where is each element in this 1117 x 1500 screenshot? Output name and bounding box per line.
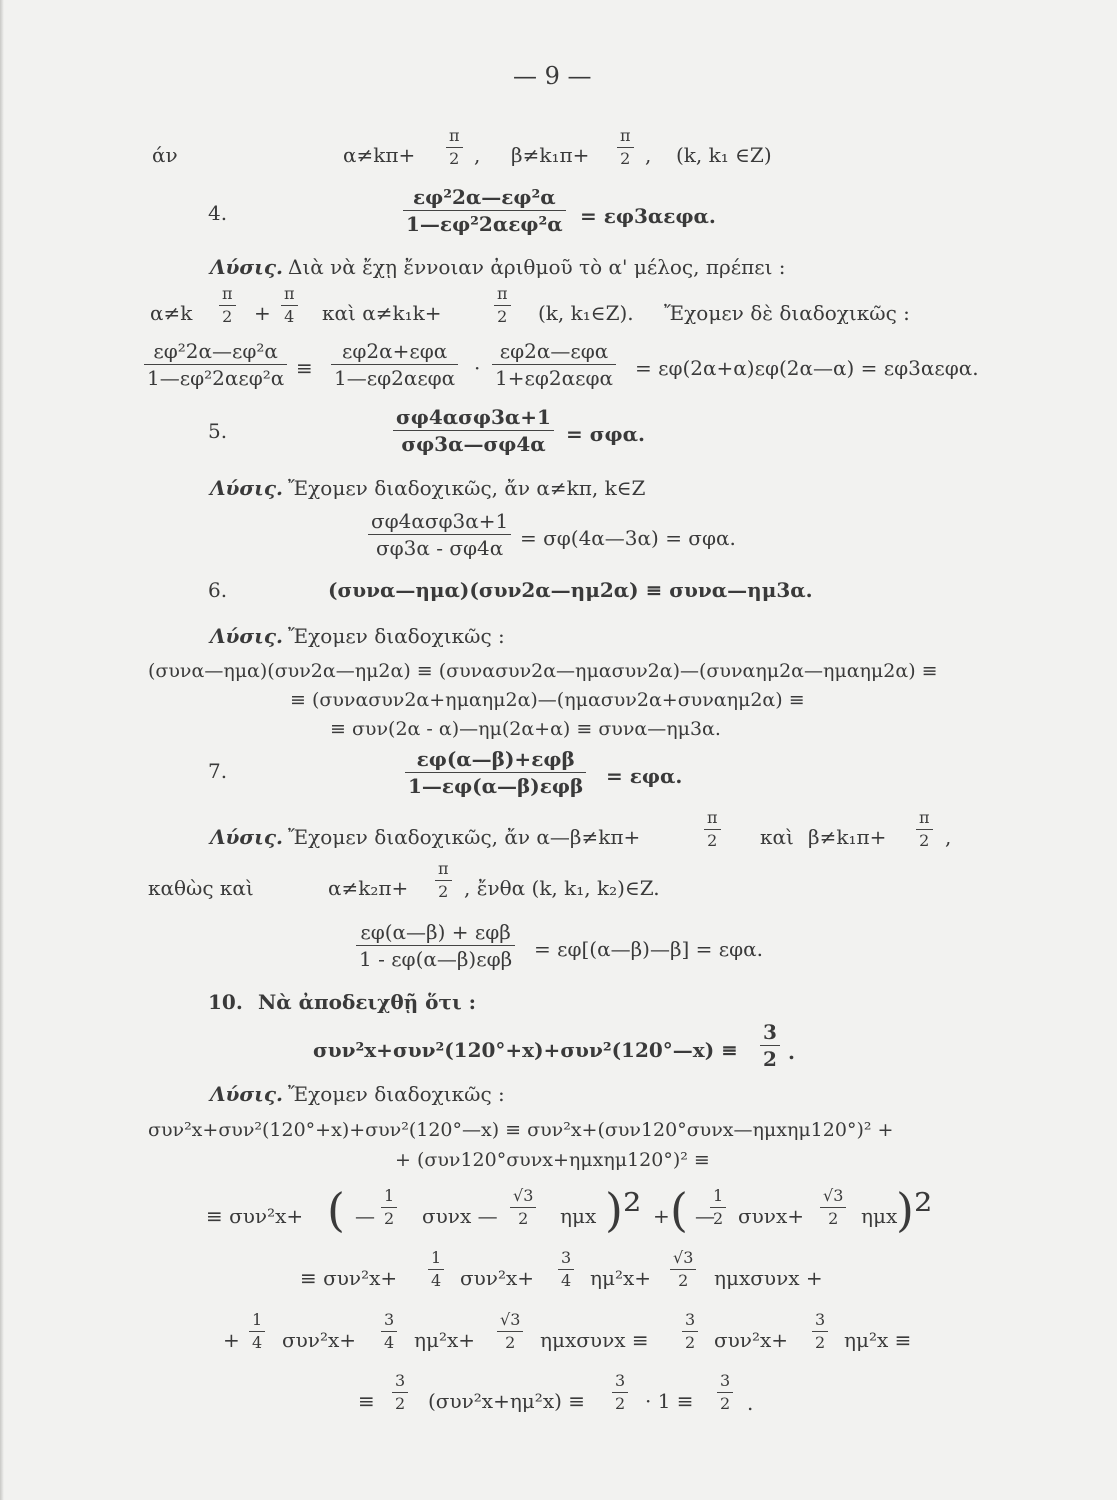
exercise-4-fraction: εφ²2α—εφ²α 1—εφ²2αεφ²α	[403, 187, 566, 234]
right-paren-squared: )²	[605, 1183, 642, 1237]
exercise-number-5: 5.	[208, 419, 228, 443]
text-hmx: ημx	[861, 1204, 898, 1228]
exercise-7-fraction: εφ(α—β)+εφβ 1—εφ(α—β)εφβ	[405, 749, 586, 796]
solution-4-intro: Διὰ νὰ ἔχῃ ἔννοιαν ἀριθμοῦ τὸ α' μέλος, πρέπει :	[288, 255, 786, 279]
text-kathos-kai: καθὼς καὶ	[148, 876, 254, 900]
condition-alpha-k1: καὶ α≠k₁k+	[322, 301, 442, 325]
solution-4-factor-1: εφ2α+εφα 1—εφ2αεφα	[331, 341, 458, 388]
minus-sign: —	[355, 1204, 375, 1228]
exercise-4-rhs: = εφ3αεφα.	[580, 204, 716, 228]
plus-sign: +	[653, 1204, 670, 1228]
exercise-number-6: 6.	[208, 578, 228, 602]
fraction-3-over-2: 3 2	[717, 1373, 733, 1412]
exercise-number-4: 4.	[208, 201, 228, 225]
solution-label: Λύσις.	[210, 624, 283, 648]
text-syn2x-hm2x: (συν²x+ημ²x) ≡	[428, 1389, 586, 1413]
fraction-sqrt3-over-2: √3 2	[497, 1312, 523, 1351]
plus-sign: +	[223, 1328, 240, 1352]
solution-5-intro: Ἔχομεν διαδοχικῶς, ἄν α≠kπ, k∈Z	[288, 476, 646, 500]
text-dot-one-equiv: · 1 ≡	[645, 1389, 694, 1413]
identity-sign: ≡	[296, 356, 313, 380]
identity-sign: ≡	[358, 1389, 375, 1413]
exercise-number-7: 7.	[208, 759, 228, 783]
fraction-3-over-2: 3 2	[812, 1312, 828, 1351]
text-hm2x-plus: ημ²x+	[590, 1266, 652, 1290]
text-kai: καὶ	[760, 825, 794, 849]
fraction-pi-over-2: π 2	[446, 128, 463, 167]
text-hmxsynx-equiv: ημxσυνx ≡	[540, 1328, 649, 1352]
fraction-1-over-4: 1 4	[249, 1312, 265, 1351]
right-paren-squared: )²	[896, 1183, 933, 1237]
solution-4-continue: Ἔχομεν δὲ διαδοχικῶς :	[664, 301, 910, 325]
solution-10-intro: Ἔχομεν διαδοχικῶς :	[288, 1082, 505, 1106]
fraction-pi-over-4: π 4	[281, 286, 298, 325]
text-synx-minus: συνx —	[422, 1204, 498, 1228]
text-syn2x-plus: συν²x+	[282, 1328, 357, 1352]
fraction-3-over-2: 3 2	[760, 1022, 780, 1069]
left-paren: (	[670, 1183, 688, 1237]
condition-beta: β≠k₁π+	[511, 143, 590, 167]
condition-beta: β≠k₁π+	[808, 825, 887, 849]
fraction-sqrt3-over-2: √3 2	[670, 1250, 696, 1289]
fraction-pi-over-2: π 2	[435, 861, 452, 900]
text-hmx: ημx	[560, 1204, 597, 1228]
period: .	[747, 1391, 754, 1415]
text-hm2x-plus: ημ²x+	[414, 1328, 476, 1352]
fraction-sqrt3-over-2: √3 2	[820, 1188, 846, 1227]
solution-6-line-3: ≡ συν(2α - α)—ημ(2α+α) ≡ συνα—ημ3α.	[330, 718, 721, 740]
text-syn2x-plus: συν²x+	[714, 1328, 789, 1352]
text-an: άν	[152, 143, 178, 167]
exercise-6-statement: (συνα—ημα)(συν2α—ημ2α) ≡ συνα—ημ3α.	[328, 578, 813, 602]
fraction-1-over-2: 1 2	[710, 1188, 726, 1227]
exercise-number-10: 10.	[208, 990, 243, 1014]
period: .	[788, 1040, 795, 1064]
minus-sign: —	[695, 1204, 715, 1228]
text-synx-plus: συνx+	[738, 1204, 805, 1228]
exercise-7-rhs: = εφα.	[606, 764, 683, 788]
exercise-5-rhs: = σφα.	[566, 422, 645, 446]
fraction-pi-over-2: π 2	[916, 810, 933, 849]
condition-alpha: α≠kπ+	[343, 143, 416, 167]
plus-sign: +	[254, 301, 271, 325]
left-paren: (	[327, 1183, 345, 1237]
solution-7-result: = εφ[(α—β)—β] = εφα.	[534, 937, 764, 961]
solution-7-intro: Ἔχομεν διαδοχικῶς, ἄν α—β≠kπ+	[288, 825, 641, 849]
fraction-1-over-4: 1 4	[428, 1250, 444, 1289]
solution-10-line-4-start: ≡ συν²x+	[300, 1266, 398, 1290]
fraction-3-over-2: 3 2	[682, 1312, 698, 1351]
fraction-3-over-4: 3 4	[558, 1250, 574, 1289]
fraction-pi-over-2: π 2	[494, 286, 511, 325]
condition-alpha-k: α≠k	[150, 301, 193, 325]
fraction-3-over-2: 3 2	[392, 1373, 408, 1412]
solution-6-intro: Ἔχομεν διαδοχικῶς :	[288, 624, 505, 648]
text-hm2x-equiv: ημ²x ≡	[844, 1328, 912, 1352]
exercise-10-statement: συν²x+συν²(120°+x)+συν²(120°—x) ≡	[313, 1038, 738, 1062]
condition-domain: (k, k₁ ∈Z)	[676, 143, 772, 167]
comma: ,	[474, 143, 481, 167]
solution-4-factor-2: εφ2α—εφα 1+εφ2αεφα	[492, 341, 616, 388]
dot-operator: ·	[474, 356, 481, 380]
fraction-1-over-2: 1 2	[381, 1188, 397, 1227]
exercise-5-fraction: σφ4ασφ3α+1 σφ3α—σφ4α	[393, 407, 554, 454]
solution-7-fraction: εφ(α—β) + εφβ 1 - εφ(α—β)εφβ	[356, 922, 515, 969]
fraction-pi-over-2: π 2	[219, 286, 236, 325]
solution-5-fraction: σφ4ασφ3α+1 σφ3α - σφ4α	[368, 511, 511, 558]
condition-alpha-k2: α≠k₂π+	[328, 876, 409, 900]
solution-label: Λύσις.	[210, 825, 283, 849]
solution-6-line-1: (συνα—ημα)(συν2α—ημ2α) ≡ (συνασυν2α—ημασυν2α)—(συναημ2α—ημαημ2α) ≡	[148, 660, 938, 682]
exercise-10-prompt: Νὰ ἀποδειχθῇ ὅτι :	[258, 990, 476, 1014]
comma: ,	[945, 825, 952, 849]
solution-4-result: = εφ(2α+α)εφ(2α—α) = εφ3αεφα.	[635, 356, 979, 380]
solution-10-line-3-start: ≡ συν²x+	[206, 1204, 304, 1228]
condition-domain: , ἔνθα (k, k₁, k₂)∈Z.	[464, 876, 660, 900]
fraction-3-over-4: 3 4	[381, 1312, 397, 1351]
comma: ,	[645, 143, 652, 167]
solution-4-lhs: εφ²2α—εφ²α 1—εφ²2αεφ²α	[144, 341, 287, 388]
solution-6-line-2: ≡ (συνασυν2α+ημαημ2α)—(ημασυν2α+συναημ2α) ≡	[290, 689, 805, 711]
fraction-pi-over-2: π 2	[704, 810, 721, 849]
solution-5-result: = σφ(4α—3α) = σφα.	[520, 526, 736, 550]
text-syn2x-plus: συν²x+	[460, 1266, 535, 1290]
solution-label: Λύσις.	[210, 1082, 283, 1106]
condition-domain: (k, k₁∈Z).	[538, 301, 634, 325]
solution-10-line-1: συν²x+συν²(120°+x)+συν²(120°—x) ≡ συν²x+(συν120°συνx—ημxημ120°)² +	[148, 1119, 894, 1141]
fraction-3-over-2: 3 2	[612, 1373, 628, 1412]
fraction-sqrt3-over-2: √3 2	[510, 1188, 536, 1227]
scan-edge-shadow	[0, 0, 4, 1500]
solution-label: Λύσις.	[210, 476, 283, 500]
solution-label: Λύσις.	[210, 255, 283, 279]
text-hmxsynx-plus: ημxσυνx +	[714, 1266, 823, 1290]
solution-10-line-2: + (συν120°συνx+ημxημ120°)² ≡	[395, 1149, 710, 1171]
page-number: — 9 —	[513, 62, 592, 90]
fraction-pi-over-2: π 2	[617, 128, 634, 167]
